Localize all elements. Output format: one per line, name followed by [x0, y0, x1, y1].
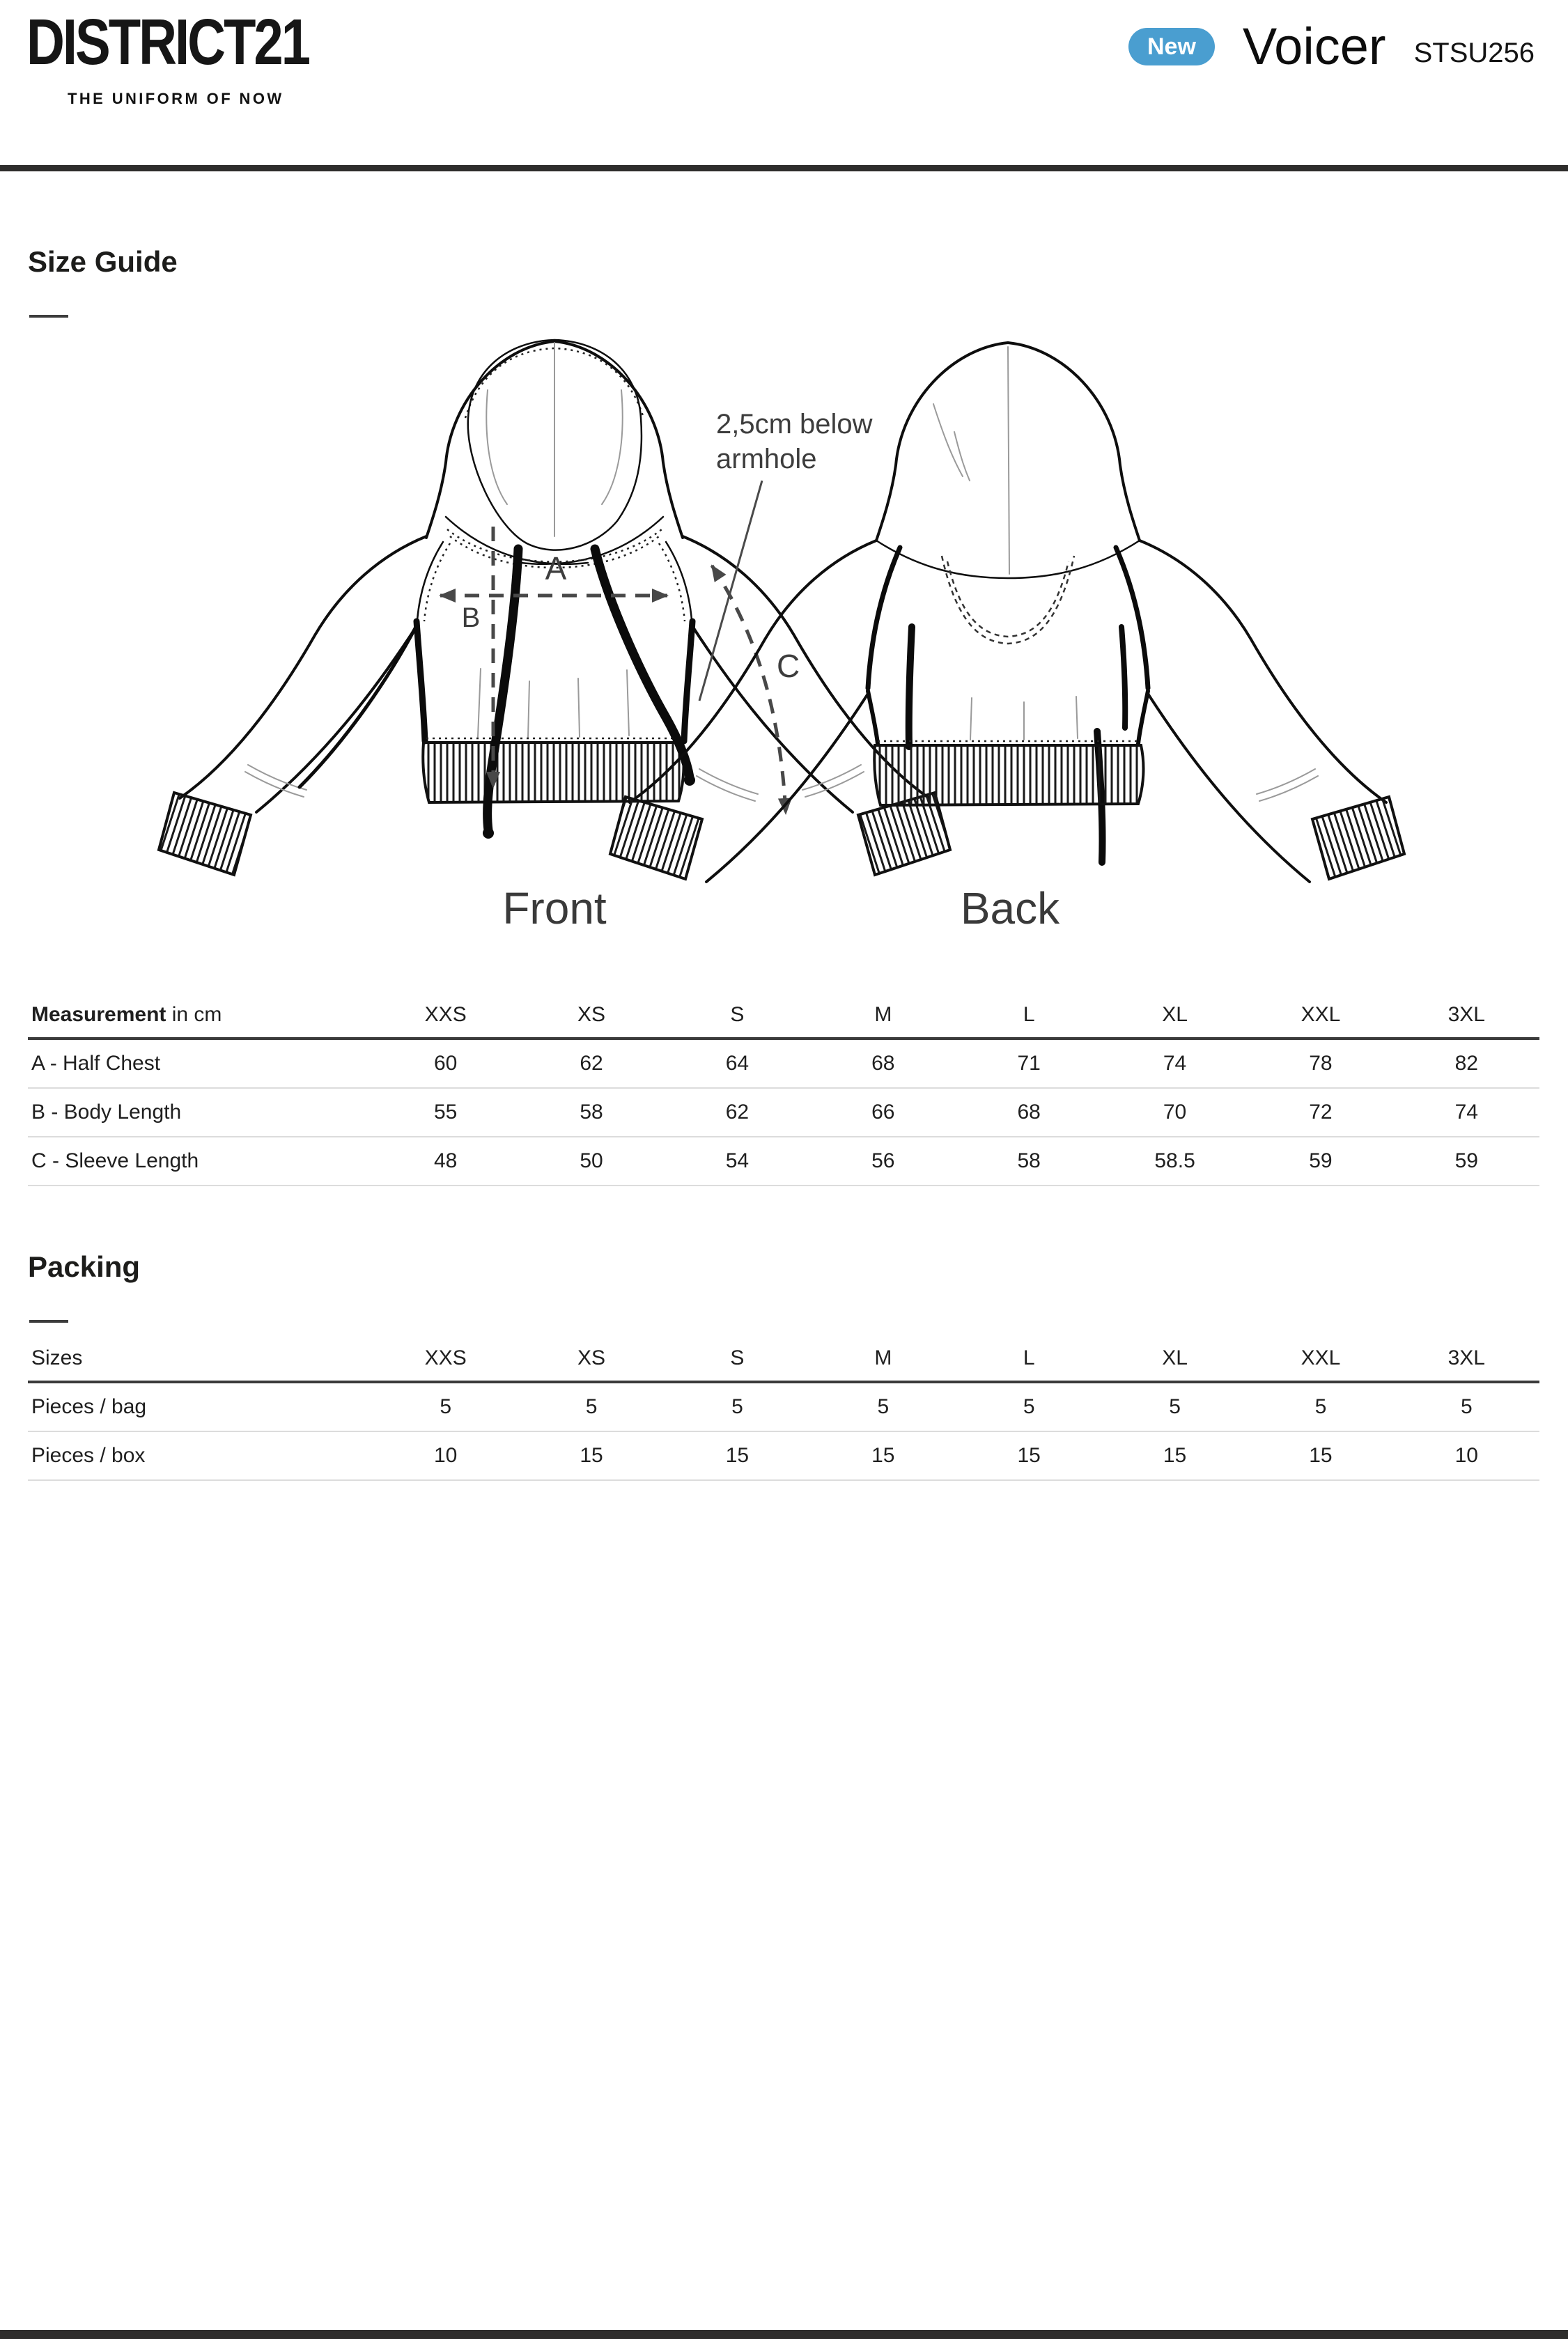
brand-logo: DISTRICT21	[26, 6, 309, 79]
measurement-header-bold: Measurement	[31, 1003, 166, 1026]
value-cell: 59	[1248, 1137, 1393, 1186]
table-row	[28, 1431, 1539, 1480]
brand-tagline: THE UNIFORM OF NOW	[68, 90, 284, 107]
technical-drawing	[0, 0, 1568, 975]
packing-table	[28, 1336, 1539, 1481]
value-cell: 5	[810, 1382, 956, 1431]
value-cell: 15	[518, 1431, 664, 1480]
value-cell: 10	[1394, 1431, 1539, 1480]
row-label: B - Body Length	[28, 1088, 373, 1137]
product-sku: STSU256	[1413, 37, 1535, 68]
col-header: S	[665, 993, 810, 1039]
footer-bar	[0, 2330, 1568, 2339]
measurement-header-unit: in cm	[166, 1003, 222, 1026]
value-cell: 59	[1394, 1137, 1539, 1186]
value-cell: 15	[810, 1431, 956, 1480]
col-header: L	[956, 1336, 1102, 1382]
value-cell: 78	[1248, 1039, 1393, 1088]
col-header: XS	[518, 993, 664, 1039]
value-cell: 15	[1102, 1431, 1248, 1480]
value-cell: 82	[1394, 1039, 1539, 1088]
value-cell: 15	[956, 1431, 1102, 1480]
armhole-annotation-line2: armhole	[716, 444, 817, 474]
value-cell: 70	[1102, 1088, 1248, 1137]
col-header: M	[810, 1336, 956, 1382]
value-cell: 66	[810, 1088, 956, 1137]
value-cell: 68	[810, 1039, 956, 1088]
value-cell: 64	[665, 1039, 810, 1088]
col-header: 3XL	[1394, 1336, 1539, 1382]
value-cell: 5	[665, 1382, 810, 1431]
row-label: A - Half Chest	[28, 1039, 373, 1088]
value-cell: 5	[1102, 1382, 1248, 1431]
value-cell: 68	[956, 1088, 1102, 1137]
back-view-label: Back	[960, 883, 1060, 933]
value-cell: 56	[810, 1137, 956, 1186]
table-row	[28, 1039, 1539, 1088]
col-header: XS	[518, 1336, 664, 1382]
header-row	[28, 1336, 1539, 1382]
value-cell: 55	[373, 1088, 518, 1137]
packing-title: Packing	[28, 1250, 141, 1283]
value-cell: 62	[665, 1088, 810, 1137]
measurement-header	[28, 993, 373, 1039]
value-cell: 50	[518, 1137, 664, 1186]
col-header: XL	[1102, 993, 1248, 1039]
value-cell: 15	[1248, 1431, 1393, 1480]
value-cell: 5	[1248, 1382, 1393, 1431]
value-cell: 10	[373, 1431, 518, 1480]
value-cell: 5	[1394, 1382, 1539, 1431]
col-header: XL	[1102, 1336, 1248, 1382]
value-cell: 58	[518, 1088, 664, 1137]
col-header: M	[810, 993, 956, 1039]
value-cell: 60	[373, 1039, 518, 1088]
measure-a-label: A	[545, 550, 567, 586]
value-cell: 54	[665, 1137, 810, 1186]
value-cell: 58	[956, 1137, 1102, 1186]
table-row	[28, 1382, 1539, 1431]
table-row	[28, 1137, 1539, 1186]
value-cell: 74	[1102, 1039, 1248, 1088]
col-header: XXL	[1248, 1336, 1393, 1382]
col-header: XXL	[1248, 993, 1393, 1039]
value-cell: 15	[665, 1431, 810, 1480]
value-cell: 58.5	[1102, 1137, 1248, 1186]
value-cell: 5	[956, 1382, 1102, 1431]
value-cell: 72	[1248, 1088, 1393, 1137]
value-cell: 74	[1394, 1088, 1539, 1137]
header-row	[28, 993, 1539, 1039]
col-header: 3XL	[1394, 993, 1539, 1039]
col-header: S	[665, 1336, 810, 1382]
row-label: Pieces / box	[28, 1431, 373, 1480]
size-guide-title: Size Guide	[28, 245, 178, 278]
front-view	[159, 340, 950, 933]
col-header: XXS	[373, 993, 518, 1039]
front-view-label: Front	[502, 883, 607, 933]
measurement-table	[28, 993, 1539, 1186]
new-badge: New	[1128, 28, 1215, 65]
armhole-annotation-line1: 2,5cm below	[716, 409, 873, 440]
measure-c-label: C	[777, 648, 800, 684]
value-cell: 71	[956, 1039, 1102, 1088]
col-header: L	[956, 993, 1102, 1039]
row-label: C - Sleeve Length	[28, 1137, 373, 1186]
measure-b-label: B	[461, 603, 481, 633]
table-row	[28, 1088, 1539, 1137]
row-label: Pieces / bag	[28, 1382, 373, 1431]
col-header: XXS	[373, 1336, 518, 1382]
value-cell: 48	[373, 1137, 518, 1186]
packing-underline	[29, 1320, 68, 1323]
product-name: Voicer	[1242, 17, 1386, 75]
value-cell: 5	[518, 1382, 664, 1431]
value-cell: 62	[518, 1039, 664, 1088]
sizes-header: Sizes	[28, 1336, 373, 1382]
value-cell: 5	[373, 1382, 518, 1431]
